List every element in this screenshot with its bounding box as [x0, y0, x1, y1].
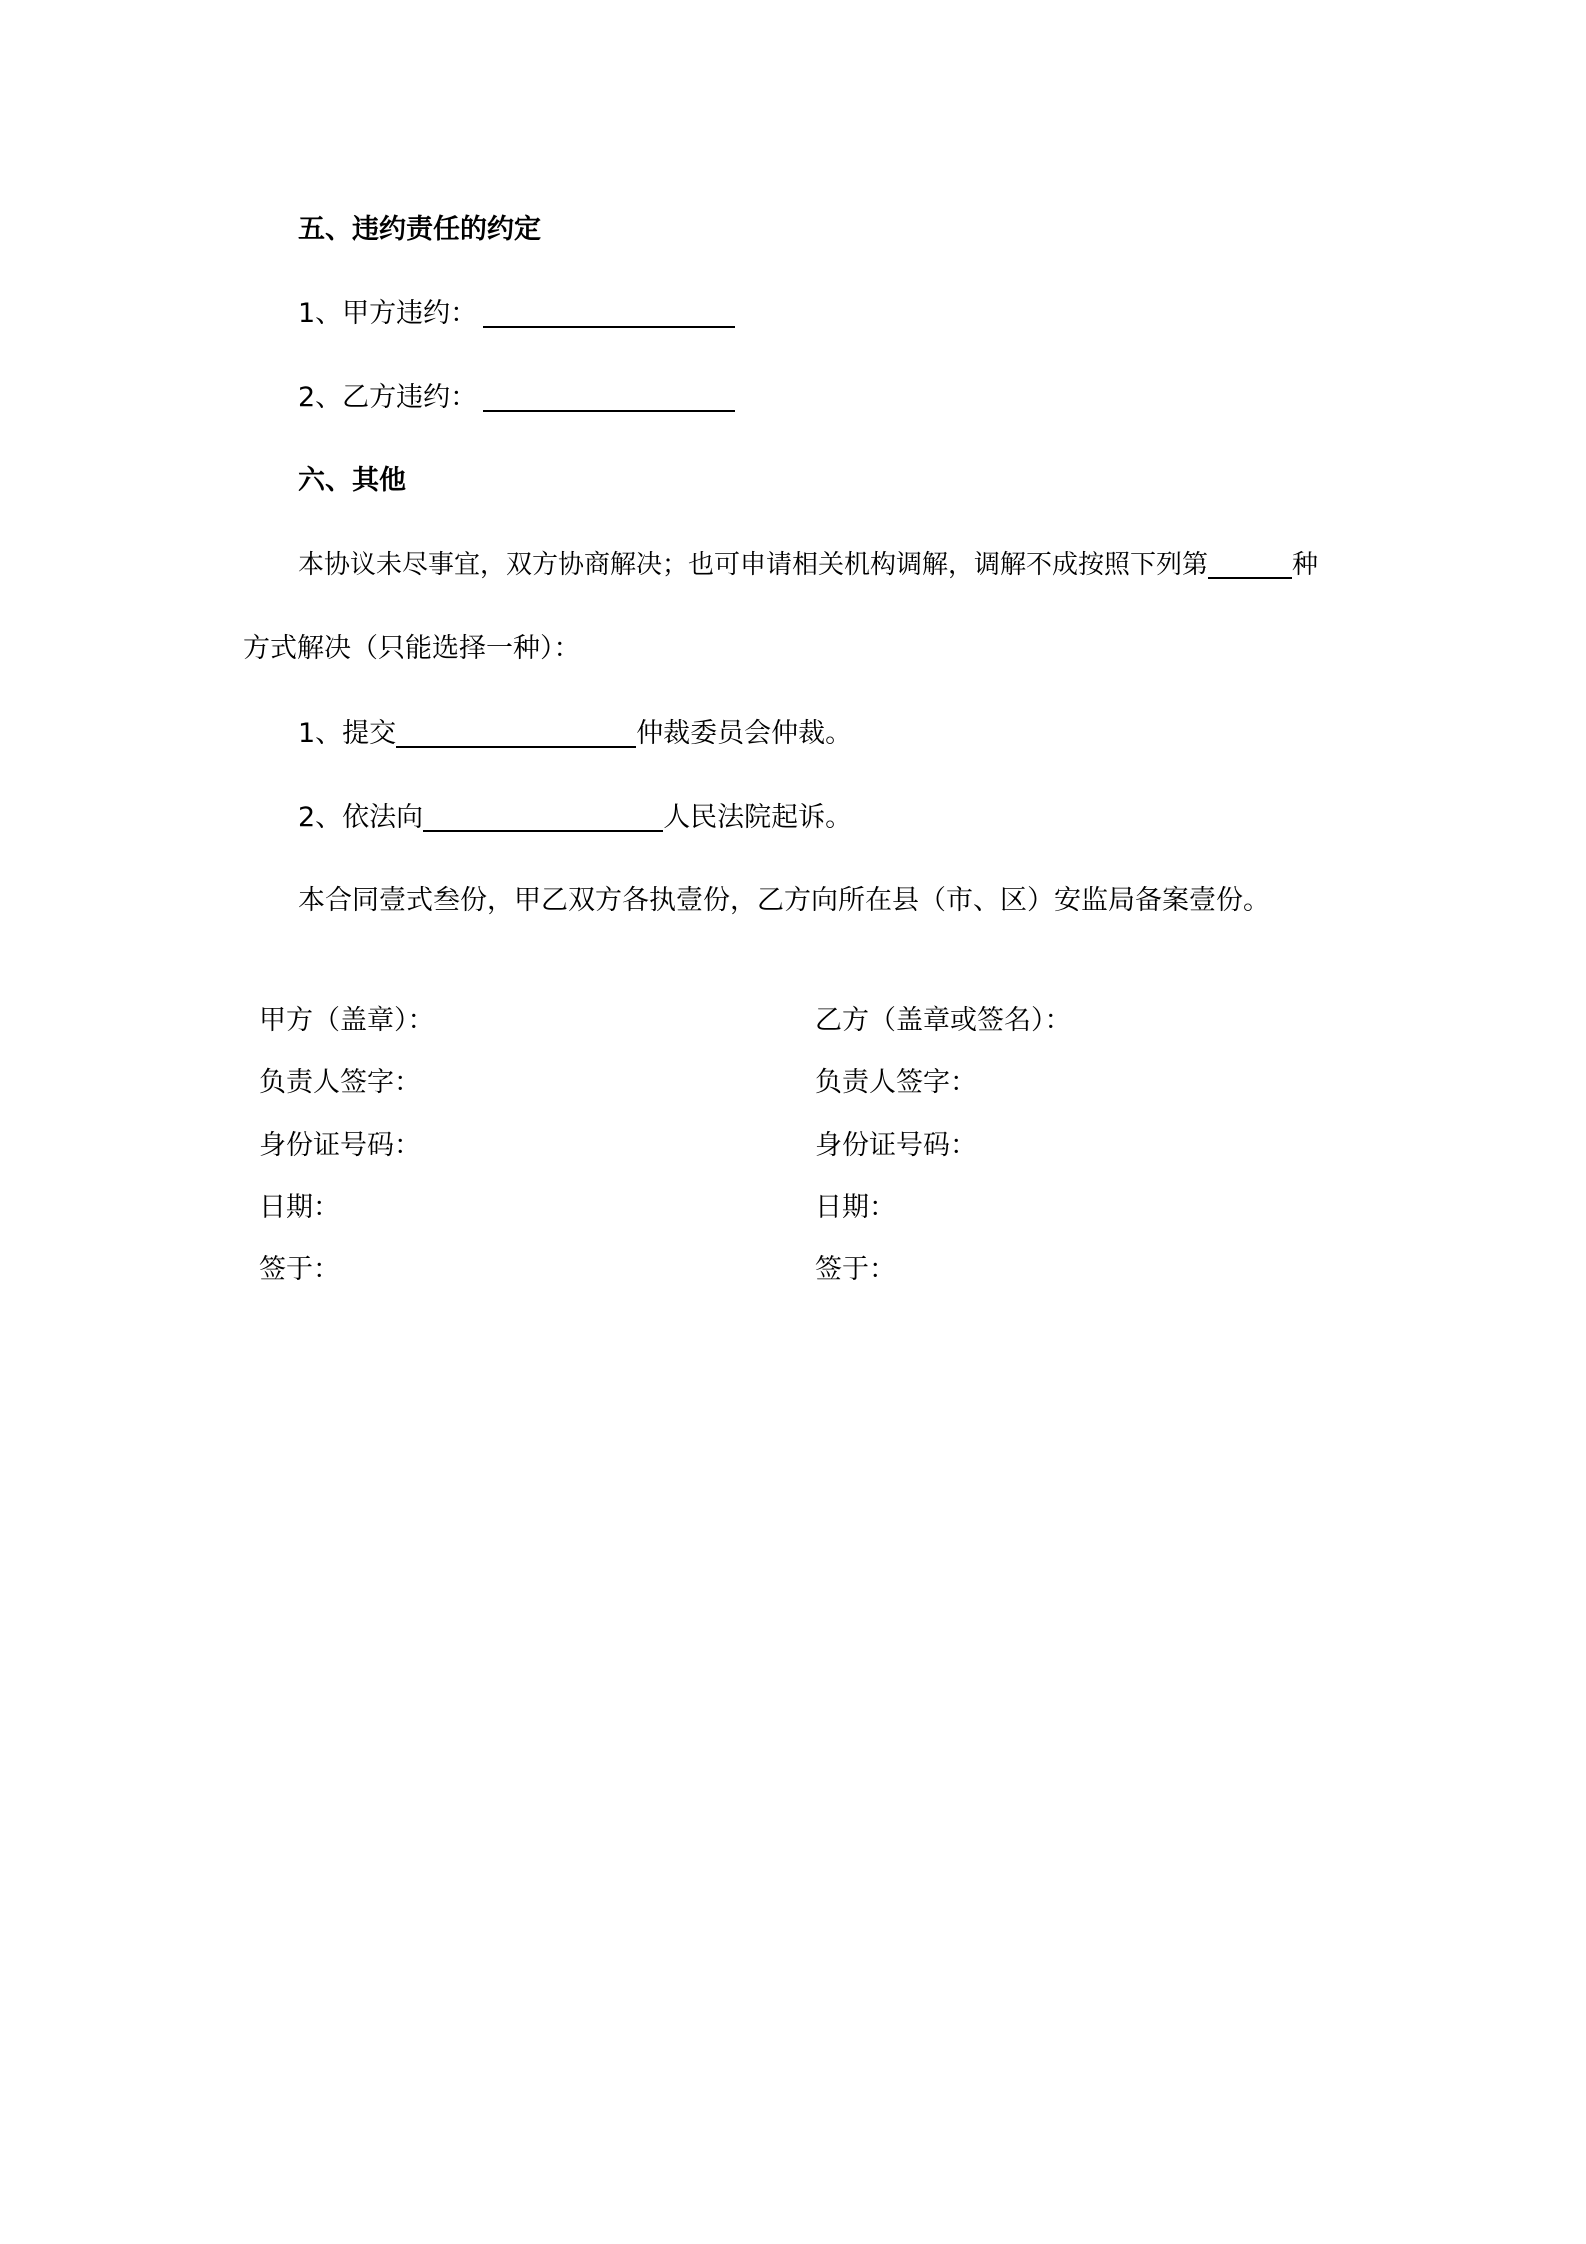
party-b-signed-at: 签于：: [815, 1254, 896, 1285]
court-prefix: 2、依法向: [298, 802, 424, 833]
party-b-breach-blank: [483, 380, 735, 412]
section5-item2: [298, 380, 735, 416]
arbitration-commission-blank: [396, 716, 636, 748]
party-b-title: 乙方（盖章或签名）：: [815, 1005, 1072, 1036]
dispute-text-part2: 种: [1292, 550, 1319, 580]
party-b-id-number: 身份证号码：: [815, 1130, 977, 1161]
dispute-text-part1: 本协议未尽事宜，双方协商解决；也可申请相关机构调解，调解不成按照下列第: [298, 550, 1209, 580]
dispute-paragraph-line2: 方式解决（只能选择一种）：: [243, 633, 581, 664]
court-option: [298, 800, 852, 836]
party-a-responsible: 负责人签字：: [259, 1067, 421, 1098]
party-b-responsible: 负责人签字：: [815, 1067, 977, 1098]
copies-statement: 本合同壹式叁份，甲乙双方各执壹份，乙方向所在县（市、区）安监局备案壹份。: [298, 885, 1270, 916]
court-name-blank: [423, 800, 663, 832]
party-b-date: 日期：: [815, 1192, 896, 1223]
arbitration-option: [298, 716, 852, 752]
party-a-date: 日期：: [259, 1192, 340, 1223]
party-a-id-number: 身份证号码：: [259, 1130, 421, 1161]
arbitration-prefix: 1、提交: [298, 718, 397, 749]
section5-item1: [298, 296, 735, 332]
dispute-paragraph-line1: [298, 547, 1318, 583]
court-suffix: 人民法院起诉。: [663, 802, 853, 833]
section5-heading: 五、违约责任的约定: [298, 214, 541, 245]
party-a-title: 甲方（盖章）：: [259, 1005, 435, 1036]
arbitration-suffix: 仲裁委员会仲裁。: [636, 718, 853, 749]
party-a-breach-blank: [483, 296, 735, 328]
party-a-signed-at: 签于：: [259, 1254, 340, 1285]
party-a-breach-label: 1、甲方违约：: [298, 298, 478, 329]
party-b-breach-label: 2、乙方违约：: [298, 382, 478, 413]
section6-heading: 六、其他: [298, 465, 406, 496]
resolution-choice-blank: [1208, 547, 1292, 579]
